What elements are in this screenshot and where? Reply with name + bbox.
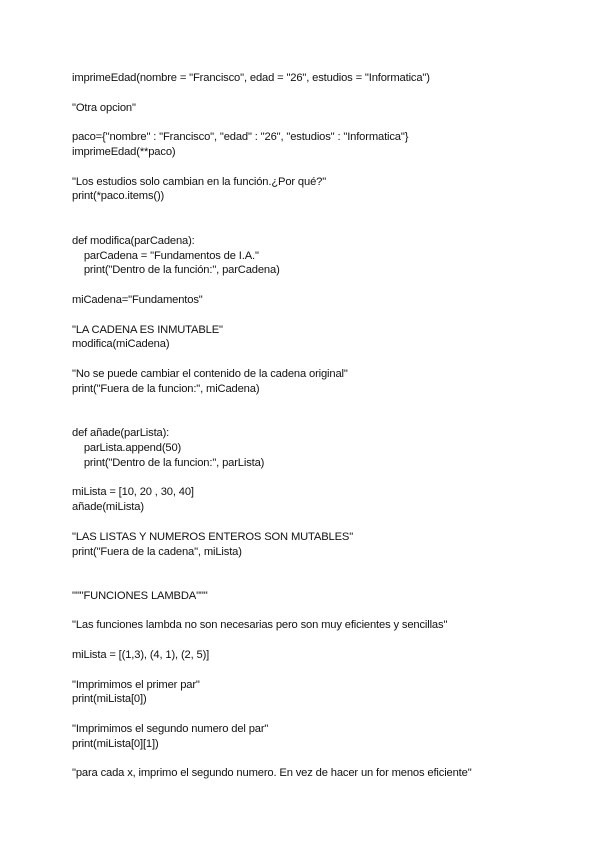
code-line: print("Fuera de la funcion:", miCadena) (72, 382, 260, 395)
blank-line (72, 663, 592, 678)
code-line: añade(miLista) (72, 501, 144, 514)
code-line: miCadena="Fundamentos" (72, 293, 203, 306)
code-line: "Otra opcion" (72, 101, 136, 114)
code-line: "Imprimimos el primer par" (72, 678, 200, 691)
code-line: print("Fuera de la cadena", miLista) (72, 545, 242, 558)
blank-line (72, 574, 592, 589)
blank-line (72, 397, 592, 412)
code-line: """FUNCIONES LAMBDA""" (72, 589, 208, 602)
code-line: "Imprimimos el segundo numero del par" (72, 723, 269, 736)
code-line: miLista = [(1,3), (4, 1), (2, 5)] (72, 649, 210, 662)
code-line: "No se puede cambiar el contenido de la cadena original" (72, 367, 348, 380)
code-line: paco={"nombre" : "Francisco", "edad" : "26", "estudios" : "Informatica"} (72, 131, 409, 144)
code-listing (72, 71, 592, 781)
blank-line (72, 278, 592, 293)
code-line: parLista.append(50) (72, 441, 182, 454)
blank-line (72, 86, 592, 101)
code-line: imprimeEdad(**paco) (72, 145, 176, 158)
blank-line (72, 219, 592, 234)
code-line: "LA CADENA ES INMUTABLE" (72, 323, 223, 336)
blank-line (72, 471, 592, 486)
code-line: "LAS LISTAS Y NUMEROS ENTEROS SON MUTABLES" (72, 530, 354, 543)
code-line: print(*paco.items()) (72, 190, 165, 203)
code-line: modifica(miCadena) (72, 338, 170, 351)
blank-line (72, 515, 592, 530)
blank-line (72, 204, 592, 219)
blank-line (72, 115, 592, 130)
blank-line (72, 752, 592, 767)
code-line: print(miLista[0][1]) (72, 737, 159, 750)
blank-line (72, 707, 592, 722)
code-line: print("Dentro de la función:", parCadena) (72, 264, 280, 277)
code-line: parCadena = "Fundamentos de I.A." (72, 249, 259, 262)
code-line: imprimeEdad(nombre = "Francisco", edad = "26", estudios = "Informatica") (72, 72, 430, 84)
code-line: miLista = [10, 20 , 30, 40] (72, 486, 194, 499)
blank-line (72, 160, 592, 175)
blank-line (72, 559, 592, 574)
blank-line (72, 352, 592, 367)
code-line: "Las funciones lambda no son necesarias pero son muy eficientes y sencillas" (72, 619, 448, 632)
blank-line (72, 604, 592, 619)
blank-line (72, 411, 592, 426)
code-line: def añade(parLista): (72, 427, 170, 440)
code-line: def modifica(parCadena): (72, 234, 195, 247)
blank-line (72, 633, 592, 648)
code-line: print("Dentro de la funcion:", parLista) (72, 456, 265, 469)
blank-line (72, 308, 592, 323)
code-line: "Los estudios solo cambian en la función.¿Por qué?" (72, 175, 327, 188)
code-line: "para cada x, imprimo el segundo numero. En vez de hacer un for menos eficiente" (72, 767, 472, 780)
code-line: print(miLista[0]) (72, 693, 147, 706)
